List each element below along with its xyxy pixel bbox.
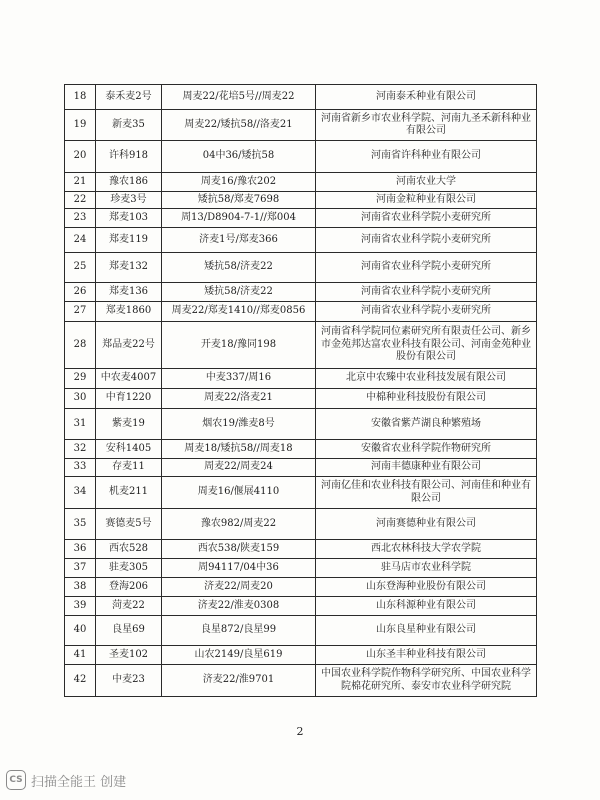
cell-number: 42 [65,665,96,697]
cell-number: 29 [65,369,96,389]
cell-variety-name: 郑麦136 [96,283,162,302]
cell-parentage: 矮抗58/济麦22 [162,253,316,283]
cell-organization: 中国农业科学院作物科学研究所、中国农业科学院棉花研究所、泰安市农业科学研究院 [316,665,537,697]
cell-organization: 山东良星种业有限公司 [316,616,537,646]
cell-organization: 中棉种业科技股份有限公司 [316,389,537,409]
cell-parentage: 豫农982/周麦22 [162,509,316,540]
cell-parentage: 济麦22/周麦20 [162,578,316,597]
cell-parentage: 周麦22/花培5号//周麦22 [162,85,316,110]
cell-number: 26 [65,283,96,302]
table-row [65,228,537,253]
cell-organization: 河南亿佳和农业科技有限公司、河南佳和种业有限公司 [316,477,537,509]
cell-variety-name: 泰禾麦2号 [96,85,162,110]
scanner-watermark [6,770,126,790]
cell-organization: 安徽省农业科学院作物研究所 [316,440,537,459]
cell-number: 41 [65,646,96,665]
cell-parentage: 济麦22/淮麦0308 [162,597,316,616]
camscanner-logo-icon: CS [6,770,26,790]
page-number: 2 [296,725,304,738]
table-row [65,253,537,283]
cell-parentage: 良星872/良星99 [162,616,316,646]
cell-number: 33 [65,459,96,477]
cell-number: 21 [65,173,96,192]
table-row [65,477,537,509]
cell-number: 25 [65,253,96,283]
cell-number: 32 [65,440,96,459]
cell-variety-name: 驻麦305 [96,559,162,578]
cell-organization: 山东科源种业有限公司 [316,597,537,616]
cell-parentage: 矮抗58/郑麦7698 [162,192,316,209]
cell-organization: 河南泰禾种业有限公司 [316,85,537,110]
cell-number: 40 [65,616,96,646]
cell-parentage: 周麦22/洛麦21 [162,389,316,409]
table-row [65,616,537,646]
table-row [65,141,537,173]
cell-organization: 河南农业大学 [316,173,537,192]
cell-number: 35 [65,509,96,540]
cell-variety-name: 新麦35 [96,110,162,141]
cell-number: 24 [65,228,96,253]
cell-parentage: 中麦337/周16 [162,369,316,389]
cell-parentage: 开麦18/豫同198 [162,322,316,369]
table-row [65,540,537,559]
cell-organization: 河南省农业科学院小麦研究所 [316,302,537,322]
watermark-text: 扫描全能王 创建 [31,774,127,790]
table-row [65,389,537,409]
cell-variety-name: 安科1405 [96,440,162,459]
cell-variety-name: 郑麦119 [96,228,162,253]
table-row [65,209,537,228]
table-row [65,409,537,440]
cell-organization: 驻马店市农业科学院 [316,559,537,578]
cell-variety-name: 西农528 [96,540,162,559]
cell-parentage: 周麦22/郑麦1410//郑麦0856 [162,302,316,322]
cell-number: 19 [65,110,96,141]
cell-variety-name: 郑麦1860 [96,302,162,322]
cell-organization: 山东圣丰种业科技有限公司 [316,646,537,665]
table-row [65,192,537,209]
cell-parentage: 烟农19/潍麦8号 [162,409,316,440]
table-row [65,440,537,459]
cell-parentage: 周94117/04中36 [162,559,316,578]
cell-parentage: 济麦22/淮9701 [162,665,316,697]
cell-variety-name: 紫麦19 [96,409,162,440]
cell-parentage: 周麦22/周麦24 [162,459,316,477]
cell-variety-name: 珍麦3号 [96,192,162,209]
cell-variety-name: 良星69 [96,616,162,646]
cell-variety-name: 豫农186 [96,173,162,192]
cell-parentage: 周麦16/偃展4110 [162,477,316,509]
cell-variety-name: 郑麦103 [96,209,162,228]
cell-organization: 河南省农业科学院小麦研究所 [316,283,537,302]
cell-variety-name: 中农麦4007 [96,369,162,389]
cell-parentage: 周麦22/矮抗58//洛麦21 [162,110,316,141]
cell-parentage: 西农538/陕麦159 [162,540,316,559]
cell-organization: 河南省新乡市农业科学院、河南九圣禾新科种业有限公司 [316,110,537,141]
cell-organization: 河南赛德种业有限公司 [316,509,537,540]
table-row [65,459,537,477]
cell-organization: 河南省农业科学院小麦研究所 [316,253,537,283]
cell-number: 28 [65,322,96,369]
table-row [65,597,537,616]
variety-table [64,84,537,697]
cell-organization: 河南省许科种业有限公司 [316,141,537,173]
table-row [65,665,537,697]
cell-variety-name: 赛德麦5号 [96,509,162,540]
cell-variety-name: 许科918 [96,141,162,173]
cell-organization: 河南丰德康种业有限公司 [316,459,537,477]
cell-parentage: 济麦1号/郑麦366 [162,228,316,253]
cell-organization: 河南省科学院同位素研究所有限责任公司、新乡市金苑邦达富农业科技有限公司、河南金苑种业股份有限公司 [316,322,537,369]
table-row [65,509,537,540]
cell-organization: 河南省农业科学院小麦研究所 [316,228,537,253]
cell-variety-name: 机麦211 [96,477,162,509]
cell-number: 20 [65,141,96,173]
cell-number: 22 [65,192,96,209]
cell-variety-name: 中麦23 [96,665,162,697]
table-row [65,646,537,665]
cell-parentage: 山农2149/良星619 [162,646,316,665]
cell-parentage: 04中36/矮抗58 [162,141,316,173]
cell-parentage: 周麦16/豫农202 [162,173,316,192]
table-row [65,369,537,389]
table-row [65,302,537,322]
cell-organization: 西北农林科技大学农学院 [316,540,537,559]
cell-variety-name: 郑麦132 [96,253,162,283]
cell-number: 34 [65,477,96,509]
cell-number: 36 [65,540,96,559]
cell-organization: 北京中农臻中农业科技发展有限公司 [316,369,537,389]
cell-variety-name: 菏麦22 [96,597,162,616]
table-row [65,578,537,597]
cell-variety-name: 郑品麦22号 [96,322,162,369]
cell-variety-name: 中育1220 [96,389,162,409]
cell-variety-name: 登海206 [96,578,162,597]
cell-organization: 河南省农业科学院小麦研究所 [316,209,537,228]
cell-parentage: 矮抗58/济麦22 [162,283,316,302]
table-row [65,110,537,141]
cell-number: 38 [65,578,96,597]
table-row [65,322,537,369]
table-row [65,173,537,192]
cell-variety-name: 圣麦102 [96,646,162,665]
cell-number: 30 [65,389,96,409]
cell-organization: 河南金粒种业有限公司 [316,192,537,209]
cell-number: 23 [65,209,96,228]
cell-parentage: 周麦18/矮抗58//周麦18 [162,440,316,459]
cell-number: 31 [65,409,96,440]
table-row [65,559,537,578]
cell-number: 37 [65,559,96,578]
cell-variety-name: 存麦11 [96,459,162,477]
cell-number: 39 [65,597,96,616]
cell-number: 27 [65,302,96,322]
cell-organization: 安徽省紫芦湖良种繁殖场 [316,409,537,440]
table-row [65,283,537,302]
cell-number: 18 [65,85,96,110]
cell-parentage: 周13/D8904-7-1//郑004 [162,209,316,228]
table-row [65,85,537,110]
variety-table-body [65,85,537,697]
cell-organization: 山东登海种业股份有限公司 [316,578,537,597]
